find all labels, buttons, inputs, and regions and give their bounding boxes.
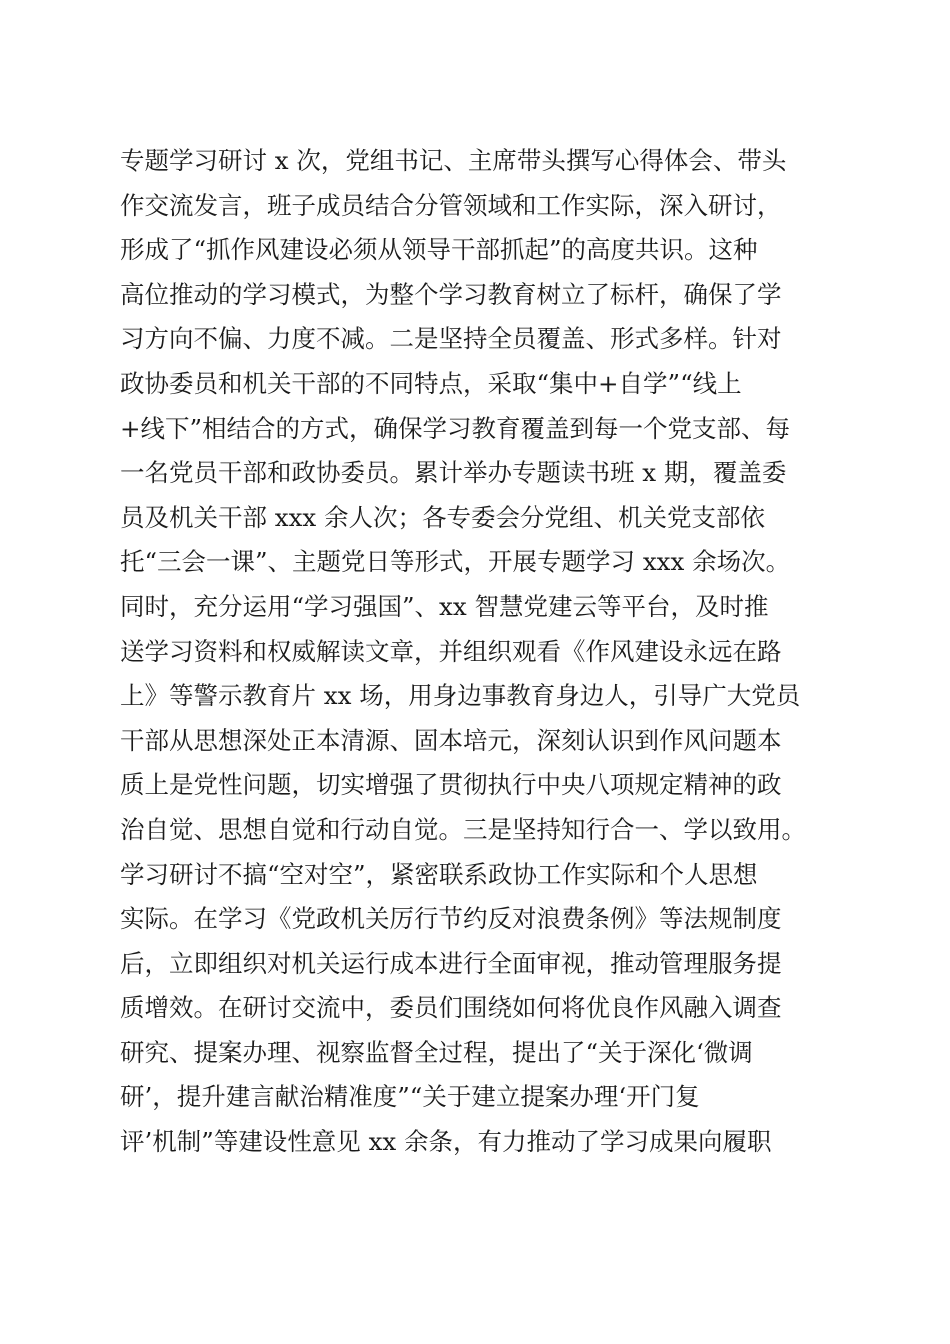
- text-line: 质上是党性问题，切实增强了贯彻执行中央八项规定精神的政: [120, 770, 782, 800]
- text-line: 质增效。在研讨交流中，委员们围绕如何将优良作风融入调查: [120, 993, 782, 1023]
- text-line: 托“三会一课”、主题党日等形式，开展专题学习 xxx 余场次。: [120, 547, 791, 577]
- text-line: 评’机制”等建设性意见 xx 余条，有力推动了学习成果向履职: [120, 1127, 772, 1157]
- text-line: 研究、提案办理、视察监督全过程，提出了“关于深化‘微调: [120, 1037, 753, 1067]
- text-line: 学习研讨不搞“空对空”，紧密联系政协工作实际和个人思想: [120, 859, 758, 889]
- text-line: 实际。在学习《党政机关厉行节约反对浪费条例》等法规制度: [120, 904, 782, 934]
- text-line: 一名党员干部和政协委员。累计举办专题读书班 x 期，覆盖委: [120, 458, 787, 488]
- text-line: 专题学习研讨 x 次，党组书记、主席带头撰写心得体会、带头: [120, 146, 787, 175]
- text-line: 治自觉、思想自觉和行动自觉。三是坚持知行合一、学以致用。: [120, 814, 806, 844]
- text-line: 后，立即组织对机关运行成本进行全面审视，推动管理服务提: [120, 948, 782, 978]
- text-line: 高位推动的学习模式，为整个学习教育树立了标杆，确保了学: [120, 279, 782, 309]
- text-line: 政协委员和机关干部的不同特点，采取“集中+自学”“线上: [120, 368, 742, 398]
- text-line: 送学习资料和权威解读文章，并组织观看《作风建设永远在路: [120, 636, 782, 666]
- text-line: 习方向不偏、力度不减。二是坚持全员覆盖、形式多样。针对: [120, 324, 782, 354]
- body-text: [120, 139, 840, 1165]
- text-line: 员及机关干部 xxx 余人次；各专委会分党组、机关党支部依: [120, 502, 766, 532]
- text-line: 干部从思想深处正本清源、固本培元，深刻认识到作风问题本: [120, 725, 782, 755]
- text-line: 作交流发言，班子成员结合分管领域和工作实际，深入研讨，: [120, 190, 782, 220]
- text-line: 研’，提升建言献治精准度”“关于建立提案办理‘开门复: [120, 1082, 700, 1112]
- text-line: 形成了“抓作风建设必须从领导干部抓起”的高度共识。这种: [120, 235, 758, 265]
- text-line: 同时，充分运用“学习强国”、xx 智慧党建云等平台，及时推: [120, 591, 769, 621]
- text-line: +线下”相结合的方式，确保学习教育覆盖到每一个党支部、每: [120, 413, 791, 443]
- text-line: 上》等警示教育片 xx 场，用身边事教育身边人，引导广大党员: [120, 681, 801, 711]
